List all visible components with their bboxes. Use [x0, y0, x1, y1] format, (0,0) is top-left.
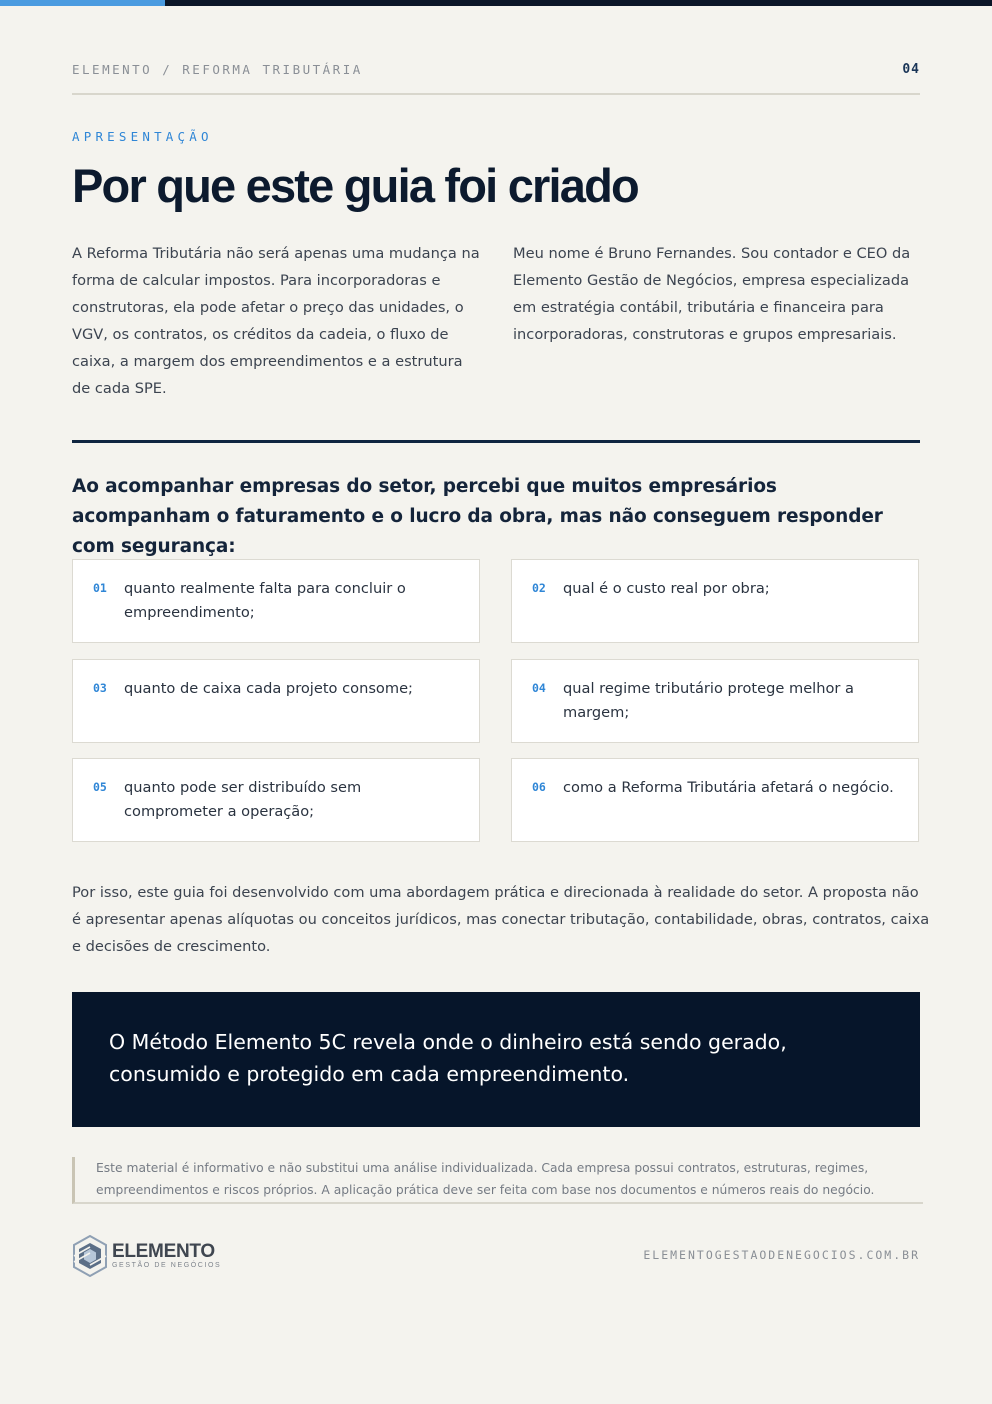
logo-name: ELEMENTO — [112, 1241, 215, 1262]
stacked-hexagon-logo-icon — [72, 1235, 108, 1277]
question-card — [72, 559, 480, 643]
highlight-text: O Método Elemento 5C revela onde o dinheiro está sendo gerado, consumido e protegido em cada empreendimento. — [109, 1030, 787, 1086]
question-text: quanto de caixa cada projeto consome; — [124, 680, 413, 697]
section-divider — [72, 440, 920, 443]
question-card — [511, 758, 919, 842]
lead-statement: Ao acompanhar empresas do setor, percebi que muitos empresários acompanham o faturamento e o lucro da obra, mas não conseguem responder com segurança: — [72, 476, 883, 557]
logo-tagline: GESTÃO DE NEGÓCIOS — [112, 1262, 222, 1269]
question-card — [511, 659, 919, 743]
question-text: qual é o custo real por obra; — [563, 580, 770, 597]
question-text: como a Reforma Tributária afetará o negócio. — [563, 779, 894, 796]
running-title: ELEMENTO / REFORMA TRIBUTÁRIA — [72, 62, 363, 77]
top-bar-accent — [0, 0, 165, 6]
question-text: qual regime tributário protege melhor a margem; — [563, 680, 854, 721]
intro-paragraph-right: Meu nome é Bruno Fernandes. Sou contador e CEO da Elemento Gestão de Negócios, empresa especializada em estratégia contábil, tributária e financeira para incorporadoras, construtoras e grupos empresariais. — [513, 245, 911, 343]
site-url[interactable]: ELEMENTOGESTAODENEGOCIOS.COM.BR — [643, 1248, 920, 1262]
closing-paragraph: Por isso, este guia foi desenvolvido com uma abordagem prática e direcionada à realidade do setor. A proposta não é apresentar apenas alíquotas ou conceitos jurídicos, mas conectar tributação, contabilidade, obras, contratos, caixa e decisões de crescimento. — [72, 884, 930, 955]
question-number: 04 — [532, 681, 546, 695]
page-header — [72, 62, 920, 95]
question-number: 02 — [532, 581, 546, 595]
question-card — [72, 659, 480, 743]
question-text: quanto realmente falta para concluir o empreendimento; — [124, 580, 406, 621]
question-number: 06 — [532, 780, 546, 794]
question-card — [511, 559, 919, 643]
question-number: 05 — [93, 780, 107, 794]
highlight-box — [72, 992, 920, 1127]
question-text: quanto pode ser distribuído sem comprometer a operação; — [124, 779, 362, 820]
intro-paragraph-left: A Reforma Tributária não será apenas uma mudança na forma de calcular impostos. Para incorporadoras e construtoras, ela pode afetar o preço das unidades, o VGV, os contratos, os créditos da cadeia, o fluxo de caixa, a margem dos empreendimentos e a estrutura de cada SPE. — [72, 245, 480, 397]
question-card — [72, 758, 480, 842]
question-number: 01 — [93, 581, 107, 595]
page-title: Por que este guia foi criado — [72, 159, 638, 212]
question-number: 03 — [93, 681, 107, 695]
page-number: 04 — [902, 62, 920, 77]
disclaimer-note — [72, 1157, 923, 1204]
disclaimer-text: Este material é informativo e não substitui uma análise individualizada. Cada empresa possui contratos, estruturas, regimes, empreendimentos e riscos próprios. A aplicação prática deve ser feita com base nos documentos e números reais do negócio. — [96, 1161, 875, 1197]
section-eyebrow: APRESENTAÇÃO — [72, 129, 213, 144]
